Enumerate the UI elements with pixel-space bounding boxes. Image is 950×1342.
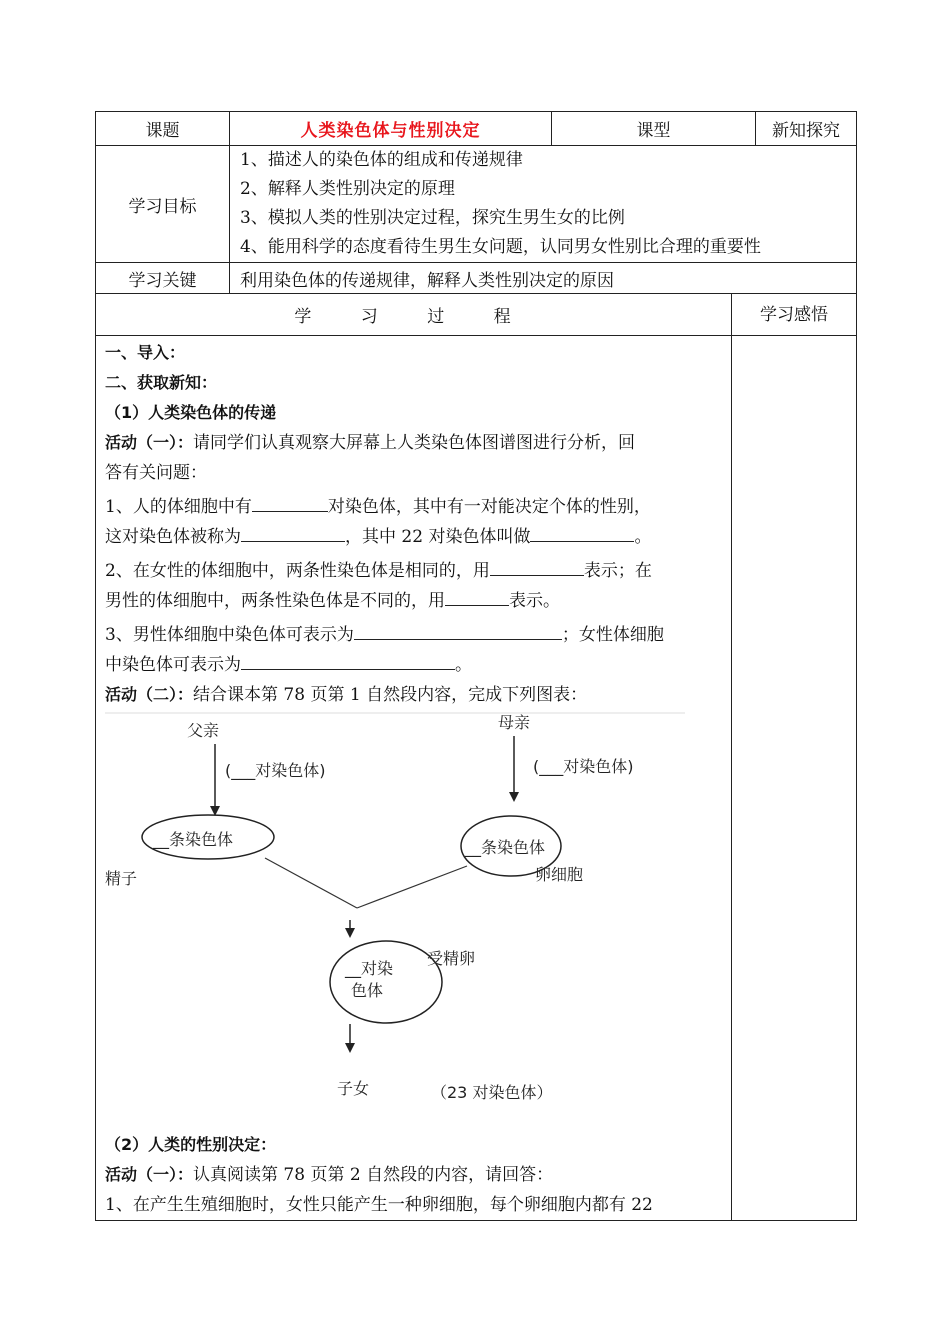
question-text: 对染色体，其中有一对能决定个体的性别， bbox=[327, 497, 651, 517]
activity-label: 活动（一）： bbox=[105, 433, 194, 452]
goals-list bbox=[230, 146, 857, 263]
question-text: 这对染色体被称为 bbox=[105, 527, 241, 547]
question-text: 。 bbox=[455, 655, 472, 675]
answer-blank[interactable] bbox=[252, 493, 328, 512]
zygote-ellipse bbox=[330, 941, 442, 1023]
subsection-sex-determination: （2）人类的性别决定： bbox=[105, 1135, 277, 1154]
lesson-table bbox=[95, 111, 857, 1221]
question-text: 中染色体可表示为 bbox=[105, 655, 241, 675]
zygote-count-line2: 色体 bbox=[351, 981, 384, 1000]
activity-text: 认真阅读第 78 页第 2 自然段的内容，请回答： bbox=[193, 1165, 554, 1185]
worksheet bbox=[95, 111, 856, 1221]
answer-blank[interactable] bbox=[445, 587, 509, 606]
topic-label: 课题 bbox=[96, 112, 230, 146]
question-text: 1、人的体细胞中有 bbox=[105, 497, 252, 517]
answer-blank[interactable] bbox=[530, 523, 634, 542]
activity-text: 结合课本第 78 页第 1 自然段内容，完成下列图表： bbox=[193, 685, 588, 705]
sperm-count-label: __条染色体 bbox=[153, 830, 234, 849]
answer-blank[interactable] bbox=[241, 523, 345, 542]
egg-label: 卵细胞 bbox=[535, 865, 584, 884]
subsection-transmission: （1）人类染色体的传递 bbox=[105, 403, 277, 422]
activity-text: 答有关问题： bbox=[105, 463, 207, 483]
reflection-heading: 学习感悟 bbox=[732, 294, 857, 336]
reflection-column bbox=[732, 336, 857, 1221]
type-label: 课型 bbox=[552, 112, 756, 146]
children-label: 子女 bbox=[337, 1079, 370, 1098]
question-text: 。 bbox=[634, 527, 652, 547]
goal-item: 4、能用科学的态度看待生男生女问题，认同男女性别比合理的重要性 bbox=[240, 237, 761, 257]
type-value: 新知探究 bbox=[756, 112, 857, 146]
section-intro: 一、导入： bbox=[105, 343, 186, 362]
father-label: 父亲 bbox=[187, 721, 220, 740]
question-text: 表示。 bbox=[509, 591, 560, 611]
answer-blank[interactable] bbox=[241, 651, 455, 670]
key-value: 利用染色体的传递规律，解释人类性别决定的原因 bbox=[230, 263, 857, 294]
join-arrowhead bbox=[345, 928, 355, 938]
zygote-count-line1: __对染 bbox=[345, 959, 394, 978]
lesson-title: 人类染色体与性别决定 bbox=[230, 112, 552, 146]
egg-count-label: __条染色体 bbox=[465, 838, 546, 857]
process-heading: 学 习 过 程 bbox=[96, 294, 732, 336]
goals-label: 学习目标 bbox=[96, 146, 230, 263]
chromosome-flow-diagram bbox=[105, 710, 695, 1130]
question-text: 3、男性体细胞中染色体可表示为 bbox=[105, 625, 354, 645]
answer-blank[interactable] bbox=[490, 557, 584, 576]
question-text: 男性的体细胞中，两条性染色体是不同的，用 bbox=[105, 591, 445, 611]
goal-item: 1、描述人的染色体的组成和传递规律 bbox=[240, 150, 523, 170]
mother-label: 母亲 bbox=[498, 713, 531, 732]
key-label: 学习关键 bbox=[96, 263, 230, 294]
sperm-label: 精子 bbox=[105, 869, 138, 888]
father-pairs-label: (___对染色体) bbox=[225, 761, 326, 780]
sperm-join-line bbox=[265, 858, 357, 908]
question-text: ，其中 22 对染色体叫做 bbox=[345, 527, 531, 547]
egg-join-line bbox=[357, 866, 467, 908]
question-text: 表示；在 bbox=[583, 561, 652, 581]
zygote-label: 受精卵 bbox=[427, 949, 476, 968]
question-text: 1、在产生生殖细胞时，女性只能产生一种卵细胞，每个卵细胞内都有 22 bbox=[105, 1195, 653, 1215]
activity-text: 请同学们认真观察大屏幕上人类染色体图谱图进行分析，回 bbox=[193, 433, 636, 453]
goal-item: 3、模拟人类的性别决定过程，探究生男生女的比例 bbox=[240, 208, 625, 228]
question-text: 2、在女性的体细胞中，两条性染色体是相同的，用 bbox=[105, 561, 490, 581]
mother-arrowhead bbox=[509, 792, 519, 802]
process-content bbox=[96, 336, 732, 1221]
activity-label: 活动（一）： bbox=[105, 1165, 194, 1184]
zygote-arrowhead bbox=[345, 1043, 355, 1053]
goal-item: 2、解释人类性别决定的原理 bbox=[240, 179, 455, 199]
section-new-knowledge: 二、获取新知： bbox=[105, 373, 218, 392]
mother-pairs-label: (___对染色体) bbox=[533, 757, 634, 776]
answer-blank[interactable] bbox=[354, 621, 562, 640]
children-pairs-label: （23 对染色体） bbox=[431, 1083, 553, 1102]
question-text: ；女性体细胞 bbox=[561, 625, 664, 645]
activity-label: 活动（二）： bbox=[105, 685, 194, 704]
